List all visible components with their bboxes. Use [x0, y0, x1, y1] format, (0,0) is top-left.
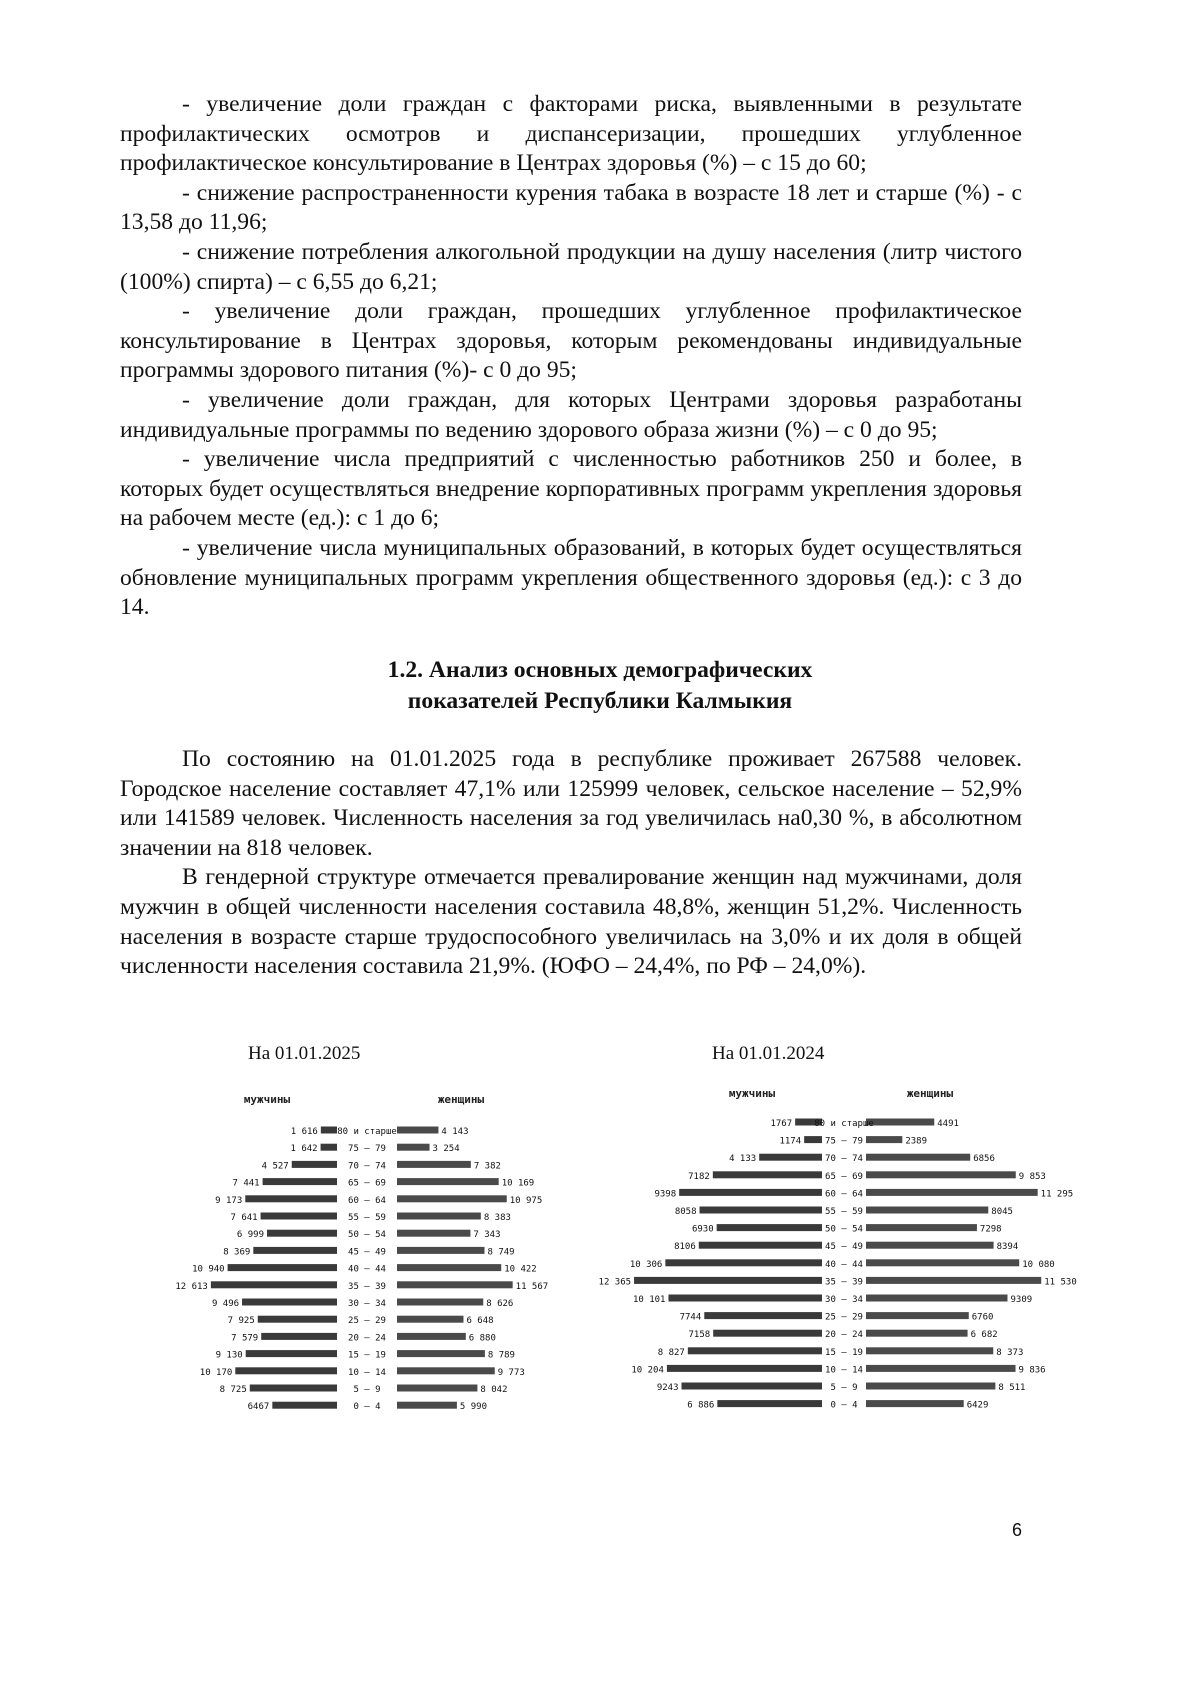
men-value-label: 8058 — [674, 1207, 697, 1217]
population-pyramid-2025 — [140, 1080, 580, 1420]
age-group-label: 50 – 54 — [348, 1230, 386, 1241]
men-bar — [704, 1312, 822, 1319]
list-item: - увеличение числа предприятий с численностью работников 250 и более, в которых будет осуществляться внедрение корпоративных программ укрепления здоровья на рабочем месте (ед.): с 1 до 6; — [120, 446, 1022, 532]
list-item: - снижение распространенности курения табака в возрасте 18 лет и старше (%) - с 13,58 до 11,96; — [120, 179, 1022, 236]
women-value-label: 11 295 — [1040, 1189, 1074, 1200]
list-item: - увеличение доли граждан, прошедших углубленное профилактическое консультирование в Центрах здоровья, которым рекомендованы индивидуальные программы здорового питания (%)- с 0 до 95; — [120, 298, 1022, 384]
age-group-label: 5 – 9 — [353, 1385, 381, 1395]
men-header: мужчины — [728, 1087, 776, 1100]
women-value-label: 8 789 — [487, 1350, 515, 1361]
goals-list — [120, 90, 1022, 623]
men-value-label: 9 130 — [215, 1350, 243, 1361]
women-value-label: 6 880 — [468, 1333, 496, 1344]
age-group-label: 30 – 34 — [348, 1299, 386, 1309]
age-group-label: 35 – 39 — [825, 1277, 863, 1288]
women-bar — [866, 1154, 970, 1161]
age-group-label: 25 – 29 — [825, 1312, 863, 1323]
women-value-label: 11 530 — [1044, 1277, 1077, 1288]
men-header: мужчины — [243, 1093, 291, 1106]
men-value-label: 10 204 — [631, 1365, 664, 1376]
women-value-label: 3 254 — [432, 1144, 460, 1155]
women-value-label: 10 422 — [504, 1264, 537, 1275]
men-value-label: 7 641 — [230, 1213, 258, 1223]
women-bar — [397, 1178, 499, 1185]
men-bar — [267, 1230, 337, 1237]
women-value-label: 9 773 — [497, 1367, 525, 1378]
age-group-label: 0 – 4 — [830, 1400, 858, 1411]
women-value-label: 10 169 — [501, 1178, 535, 1189]
women-value-label: 11 567 — [515, 1281, 549, 1292]
men-bar — [717, 1224, 822, 1231]
age-group-label: 65 – 69 — [348, 1178, 386, 1189]
age-group-label: 60 – 64 — [348, 1195, 386, 1206]
age-group-label: 30 – 34 — [825, 1295, 863, 1305]
men-bar — [211, 1281, 337, 1288]
women-bar — [866, 1136, 902, 1143]
women-header: женщины — [437, 1093, 485, 1106]
men-value-label: 4 133 — [729, 1154, 757, 1165]
body-paragraph: В гендерной структуре отмечается превалирование женщин над мужчинами, доля мужчин в общей численности населения составила 48,8%, женщин 51,2%. Численность населения в возрасте старше трудоспособного увеличилась на 3,0% и их доля в общей численности населения составила 21,9%. (ЮФО – 24,4%, по РФ – 24,0%). — [120, 864, 1022, 980]
women-value-label: 6429 — [966, 1400, 989, 1411]
men-bar — [261, 1333, 337, 1340]
men-bar — [263, 1178, 337, 1185]
age-group-label: 0 – 4 — [353, 1402, 381, 1413]
age-group-label: 75 – 79 — [348, 1144, 386, 1155]
women-bar — [866, 1330, 968, 1337]
men-value-label: 7158 — [688, 1330, 711, 1341]
men-value-label: 6 999 — [236, 1230, 265, 1241]
body-text — [120, 745, 1022, 982]
women-value-label: 8 042 — [480, 1385, 508, 1395]
women-value-label: 7 343 — [473, 1230, 501, 1241]
men-bar — [665, 1259, 822, 1266]
list-item: - снижение потребления алкогольной продукции на душу населения (литр чистого (100%) спирта) – с 6,55 до 6,21; — [120, 238, 1022, 295]
women-value-label: 8 626 — [486, 1299, 514, 1309]
men-bar — [717, 1400, 822, 1407]
age-group-label: 20 – 24 — [825, 1330, 863, 1341]
age-group-label: 70 – 74 — [825, 1154, 863, 1165]
men-value-label: 8 827 — [657, 1347, 685, 1358]
men-value-label: 7744 — [679, 1312, 702, 1323]
men-value-label: 1174 — [779, 1136, 802, 1147]
women-value-label: 5 990 — [459, 1402, 487, 1413]
men-value-label: 1 642 — [290, 1144, 318, 1155]
women-bar — [866, 1171, 1016, 1178]
women-bar — [866, 1119, 934, 1126]
women-value-label: 6 682 — [970, 1330, 998, 1341]
women-bar — [866, 1224, 977, 1231]
age-group-label: 45 – 49 — [825, 1242, 863, 1253]
men-bar — [321, 1127, 337, 1134]
men-bar — [235, 1367, 337, 1374]
men-bar — [668, 1295, 822, 1302]
women-bar — [866, 1383, 995, 1390]
women-value-label: 2389 — [905, 1136, 928, 1147]
women-bar — [866, 1242, 994, 1249]
men-value-label: 1767 — [770, 1119, 793, 1129]
men-value-label: 7 925 — [227, 1316, 255, 1327]
women-value-label: 8 511 — [998, 1383, 1026, 1393]
women-bar — [397, 1316, 463, 1323]
women-bar — [397, 1247, 484, 1254]
women-bar — [866, 1259, 1019, 1266]
men-value-label: 9398 — [654, 1189, 677, 1200]
list-item: - увеличение числа муниципальных образований, в которых будет осуществляться обновление муниципальных программ укрепления общественного здоровья (ед.): с 3 до 14. — [120, 534, 1022, 621]
men-bar — [242, 1299, 337, 1306]
women-bar — [397, 1230, 470, 1237]
women-bar — [866, 1189, 1038, 1196]
women-bar — [397, 1213, 481, 1220]
heading-line-2: показателей Республики Калмыкия — [407, 688, 793, 714]
pyramid-2025-title: На 01.01.2025 — [248, 1043, 361, 1064]
women-value-label: 6856 — [973, 1154, 995, 1165]
age-group-label: 45 – 49 — [348, 1247, 386, 1258]
women-value-label: 10 080 — [1022, 1259, 1055, 1270]
age-group-label: 10 – 14 — [348, 1367, 386, 1378]
men-value-label: 8 369 — [223, 1247, 251, 1258]
women-bar — [866, 1207, 988, 1214]
men-bar — [634, 1277, 822, 1284]
list-item: - увеличение доли граждан с факторами риска, выявленными в результате профилактических осмотров и диспансеризации, прошедших углубленное профилактическое консультирование в Центрах здоровья (%) – с 15 до 60; — [120, 91, 1022, 177]
men-value-label: 8 725 — [219, 1385, 247, 1395]
age-group-label: 80 и старше — [337, 1127, 397, 1137]
men-bar — [700, 1207, 822, 1214]
women-bar — [397, 1281, 513, 1288]
women-bar — [397, 1161, 471, 1168]
women-value-label: 6760 — [971, 1312, 994, 1323]
age-group-label: 40 – 44 — [348, 1264, 386, 1275]
age-group-label: 35 – 39 — [348, 1281, 386, 1292]
men-bar — [250, 1385, 337, 1392]
population-pyramid-2024 — [598, 1080, 1077, 1420]
men-bar — [682, 1383, 822, 1390]
women-value-label: 8 383 — [483, 1213, 511, 1223]
women-bar — [397, 1299, 483, 1306]
pyramid-2024-title: На 01.01.2024 — [712, 1043, 825, 1064]
women-bar — [397, 1127, 438, 1134]
women-bar — [866, 1347, 993, 1354]
age-group-label: 55 – 59 — [348, 1213, 386, 1223]
women-value-label: 10 975 — [509, 1195, 543, 1206]
men-value-label: 6930 — [691, 1224, 714, 1235]
women-value-label: 9 853 — [1018, 1171, 1046, 1182]
women-header: женщины — [906, 1087, 954, 1100]
men-bar — [228, 1264, 337, 1271]
men-bar — [713, 1330, 822, 1337]
heading-line-1: 1.2. Анализ основных демографических — [387, 657, 813, 683]
age-group-label: 65 – 69 — [825, 1171, 863, 1182]
men-bar — [804, 1136, 822, 1143]
women-bar — [397, 1264, 501, 1271]
women-bar — [397, 1333, 466, 1340]
men-bar — [246, 1350, 337, 1357]
women-value-label: 9 836 — [1018, 1365, 1046, 1376]
age-group-label: 20 – 24 — [348, 1333, 386, 1344]
women-value-label: 4 143 — [441, 1127, 469, 1137]
women-bar — [866, 1312, 969, 1319]
women-bar — [397, 1195, 507, 1202]
men-bar — [699, 1242, 822, 1249]
men-value-label: 12 365 — [598, 1277, 632, 1288]
women-bar — [397, 1350, 485, 1357]
men-value-label: 8106 — [674, 1242, 696, 1253]
men-bar — [688, 1347, 822, 1354]
men-bar — [321, 1144, 337, 1151]
men-bar — [272, 1402, 337, 1409]
men-value-label: 12 613 — [175, 1281, 208, 1292]
women-bar — [397, 1367, 495, 1374]
men-value-label: 10 306 — [629, 1259, 663, 1270]
women-value-label: 7 382 — [473, 1161, 501, 1172]
women-bar — [397, 1385, 477, 1392]
men-value-label: 9 173 — [215, 1195, 243, 1206]
women-bar — [397, 1144, 430, 1151]
age-group-label: 80 и старше — [814, 1119, 874, 1129]
page-number: 6 — [1012, 1520, 1023, 1540]
list-item: - увеличение доли граждан, для которых Центрами здоровья разработаны индивидуальные программы по ведению здорового образа жизни (%) – с 0 до 95; — [120, 386, 1022, 443]
men-value-label: 7 441 — [232, 1178, 260, 1189]
men-bar — [258, 1316, 337, 1323]
men-value-label: 10 101 — [632, 1295, 666, 1305]
body-paragraph: По состоянию на 01.01.2025 года в республике проживает 267588 человек. Городское население составляет 47,1% или 125999 человек, сельское население – 52,9% или 141589 человек. Численность населения за год увеличилась на0,30 %, в абсолютном значении на 818 человек. — [120, 746, 1022, 861]
age-group-label: 10 – 14 — [825, 1365, 863, 1376]
age-group-label: 15 – 19 — [348, 1350, 386, 1361]
men-value-label: 1 616 — [290, 1127, 318, 1137]
women-bar — [866, 1295, 1007, 1302]
men-value-label: 6 886 — [687, 1400, 715, 1411]
men-bar — [245, 1195, 337, 1202]
age-group-label: 70 – 74 — [348, 1161, 386, 1172]
men-bar — [261, 1213, 337, 1220]
women-bar — [397, 1402, 457, 1409]
women-value-label: 8 749 — [487, 1247, 515, 1258]
age-group-label: 75 – 79 — [825, 1136, 863, 1147]
men-value-label: 10 940 — [192, 1264, 225, 1275]
women-bar — [866, 1400, 964, 1407]
men-bar — [759, 1154, 822, 1161]
men-bar — [713, 1171, 822, 1178]
age-group-label: 60 – 64 — [825, 1189, 863, 1200]
age-group-label: 5 – 9 — [830, 1383, 858, 1393]
women-value-label: 4491 — [937, 1119, 959, 1129]
age-group-label: 15 – 19 — [825, 1347, 863, 1358]
women-value-label: 8 373 — [996, 1347, 1024, 1358]
men-bar — [667, 1365, 822, 1372]
men-bar — [679, 1189, 822, 1196]
age-group-label: 25 – 29 — [348, 1316, 386, 1327]
women-value-label: 9309 — [1010, 1295, 1033, 1305]
section-heading — [120, 655, 1080, 717]
men-bar — [292, 1161, 337, 1168]
women-value-label: 6 648 — [466, 1316, 494, 1327]
men-value-label: 10 170 — [199, 1367, 233, 1378]
age-group-label: 40 – 44 — [825, 1259, 863, 1270]
men-value-label: 9 496 — [211, 1299, 240, 1309]
men-value-label: 7 579 — [231, 1333, 259, 1344]
men-value-label: 7182 — [688, 1171, 710, 1182]
women-bar — [866, 1365, 1016, 1372]
women-value-label: 7298 — [979, 1224, 1002, 1235]
women-value-label: 8045 — [991, 1207, 1013, 1217]
men-bar — [253, 1247, 337, 1254]
women-value-label: 8394 — [996, 1242, 1019, 1253]
women-bar — [866, 1277, 1041, 1284]
age-group-label: 55 – 59 — [825, 1207, 863, 1217]
men-value-label: 6467 — [247, 1402, 270, 1413]
age-group-label: 50 – 54 — [825, 1224, 863, 1235]
men-value-label: 9243 — [656, 1383, 679, 1393]
men-value-label: 4 527 — [261, 1161, 289, 1172]
